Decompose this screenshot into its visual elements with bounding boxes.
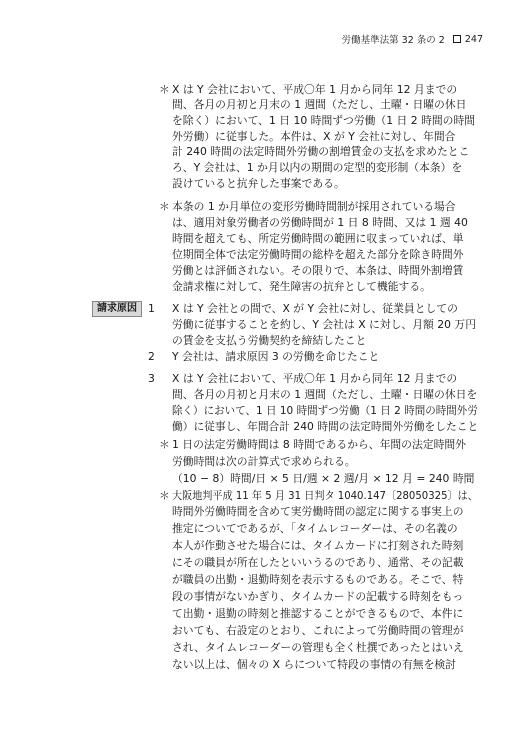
note-b-line: 位期間全体で法定労働時間の総枠を超えた部分を除き時間外 bbox=[172, 248, 464, 261]
note-a-line: X は Y 会社において、平成〇年 1 月から同年 12 月までの bbox=[172, 83, 458, 96]
note-d-line: て出勤・退勤の時刻と推認することができるもので、本件に bbox=[172, 607, 464, 620]
note-d-line: 本人が作動させた場合には、タイムカードに打刻された時刻 bbox=[172, 539, 464, 552]
note-a-line: を除く）において、1 日 10 時間ずつ労働（1 日 2 時間の時間 bbox=[172, 114, 476, 127]
claim-1-line: 労働に従事することを約し、Y 会社は X に対し、月額 20 万円 bbox=[172, 318, 477, 331]
claim-1-line: X は Y 会社との間で、X が Y 会社に対し、従業員としての bbox=[172, 302, 458, 315]
header-square-icon bbox=[453, 35, 461, 43]
section-label-claim-cause: 請求原因 bbox=[92, 301, 142, 317]
note-a-line: 外労働）に従事した。本件は、X が Y 会社に対し、年間合 bbox=[172, 130, 456, 143]
page-number: 247 bbox=[464, 33, 483, 45]
note-b-line: 本条の 1 か月単位の変形労働時間制が採用されている場合 bbox=[172, 200, 456, 213]
note-d-line: が職員の出勤・退勤時刻を表示するものである。そこで、特 bbox=[172, 573, 464, 586]
note-d-line: にその職員が所在したといいうるのであり、通常、その記載 bbox=[172, 556, 464, 569]
note-b-line: は、適用対象労働者の労働時間が 1 日 8 時間、又は 1 週 40 bbox=[172, 216, 468, 229]
note-a-line: 計 240 時間の法定時間外労働の割増賃金の支払を求めたとこ bbox=[172, 145, 470, 158]
note-b-line: 時間を超えても、所定労働時間の範囲に収まっていれば、単 bbox=[172, 232, 464, 245]
claim-3-line: 働）に従事し、年間合計 240 時間の法定時間外労働をしたこと bbox=[172, 420, 479, 433]
note-d-line: 大阪地判平成 11 年 5 月 31 日判タ 1040.147〔28050325〕は、 bbox=[172, 489, 478, 502]
note-d-line: 段の事情がないかぎり、タイムカードの記載する時刻をもっ bbox=[172, 590, 464, 603]
claim-3-line: 間、各月の月初と月末の 1 週間（ただし、土曜・日曜の休日を bbox=[172, 388, 478, 401]
header-title: 労働基準法第 32 条の 2 bbox=[341, 35, 445, 46]
note-d-line: され、タイムレコーダーの管理も全く杜撰であったとはいえ bbox=[172, 641, 464, 654]
note-c-line: 1 日の法定労働時間は 8 時間であるから、年間の法定時間外 bbox=[172, 438, 466, 451]
note-a-line: 設けていると抗弁した事案である。 bbox=[172, 177, 345, 190]
claim-3-number: 3 bbox=[148, 372, 155, 385]
note-d-line: おいても、右設定のとおり、これによって労働時間の管理が bbox=[172, 624, 464, 637]
note-d-line: ない以上は、個々の X らについて特段の事情の有無を検討 bbox=[172, 658, 456, 671]
claim-3-line: X は Y 会社において、平成〇年 1 月から同年 12 月までの bbox=[172, 372, 458, 385]
note-c-line: 労働時間は次の計算式で求められる。 bbox=[172, 455, 356, 468]
note-a-line: 間、各月の月初と月末の 1 週間（ただし、土曜・日曜の休日 bbox=[172, 98, 467, 111]
note-d-asterisk: ＊ bbox=[159, 489, 170, 502]
note-c-asterisk: ＊ bbox=[159, 438, 170, 451]
note-b-line: 労働とは評価されない。その限りで、本条は、時間外割増賃 bbox=[172, 264, 464, 277]
claim-2-line: Y 会社は、請求原因 3 の労働を命じたこと bbox=[172, 350, 380, 363]
claim-2-number: 2 bbox=[148, 350, 155, 363]
note-b-asterisk: ＊ bbox=[159, 200, 170, 213]
note-a-asterisk: ＊ bbox=[159, 83, 170, 96]
running-header bbox=[0, 32, 483, 46]
note-d-line: 推定についてであるが、「タイムレコーダーは、その名義の bbox=[172, 522, 458, 535]
note-c-formula: （10 − 8）時間/日 × 5 日/週 × 2 週/月 × 12 月 = 240 時間 bbox=[172, 472, 475, 485]
claim-1-line: の賃金を支払う労働契約を締結したこと bbox=[172, 334, 367, 347]
note-a-line: ろ、Y 会社は、1 か月以内の期間の定型的変形制（本条）を bbox=[172, 161, 463, 174]
claim-3-line: 除く）において、1 日 10 時間ずつ労働（1 日 2 時間の時間外労 bbox=[172, 404, 478, 417]
note-b-line: 金請求権に対して、発生障害の抗弁として機能する。 bbox=[172, 280, 431, 293]
claim-1-number: 1 bbox=[148, 302, 155, 315]
note-d-line: 時間外労働時間を含めて実労働時間の認定に関する事実上の bbox=[172, 505, 464, 518]
